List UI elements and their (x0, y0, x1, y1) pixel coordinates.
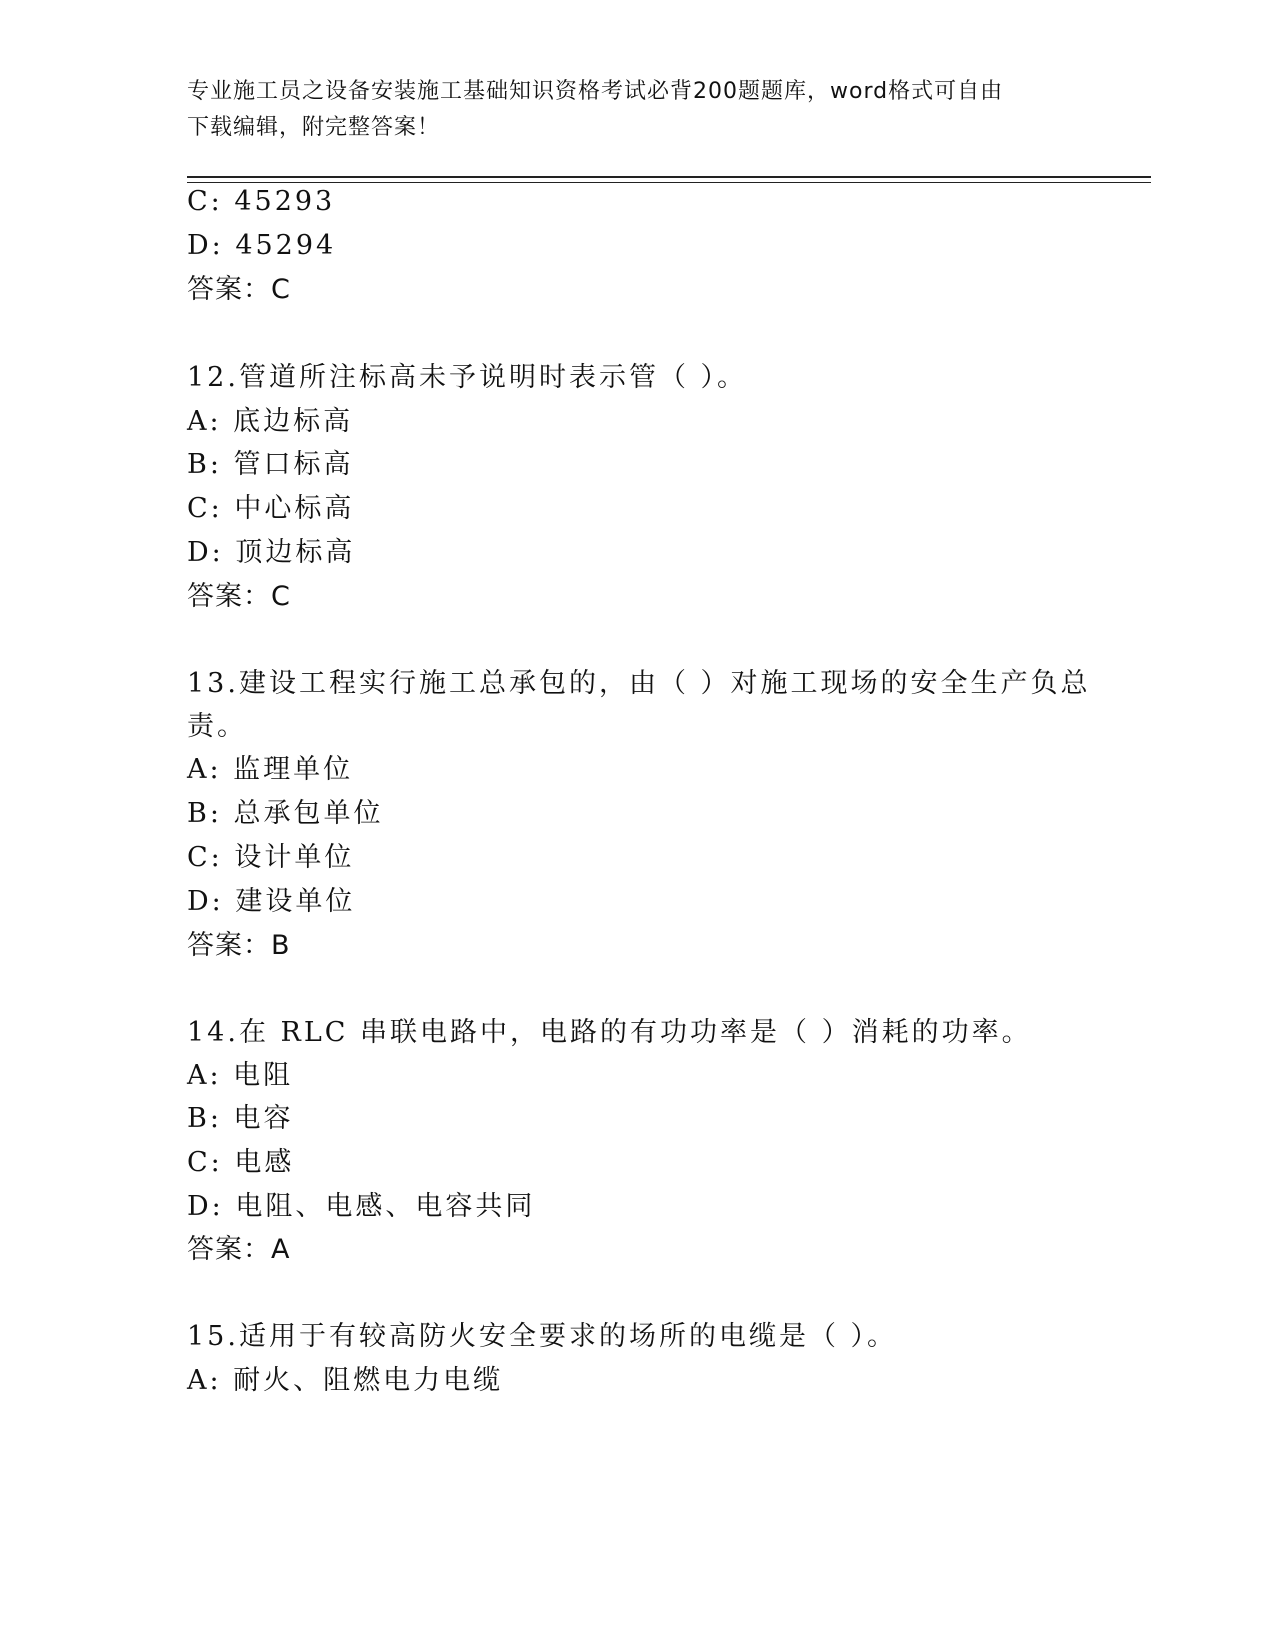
header-divider-thick (187, 176, 1151, 178)
header-divider-thin (187, 182, 1151, 183)
q13-option-d: D: 建设单位 (187, 886, 356, 917)
q12-option-d: D: 顶边标高 (187, 537, 356, 568)
q12-option-b: B: 管口标高 (187, 449, 354, 480)
q12-option-a: A: 底边标高 (187, 406, 354, 437)
q12-answer: 答案：C (187, 581, 291, 612)
q11-option-c: C: 45293 (187, 186, 336, 217)
q14-option-a: A: 电阻 (187, 1060, 294, 1091)
q12-stem: 12.管道所注标高未予说明时表示管（ ）。 (187, 362, 748, 393)
q14-stem: 14.在 RLC 串联电路中，电路的有功功率是（ ）消耗的功率。 (187, 1017, 1032, 1048)
q15-option-a: A: 耐火、阻燃电力电缆 (187, 1365, 504, 1396)
q13-option-c: C: 设计单位 (187, 842, 355, 873)
q11-answer: 答案：C (187, 274, 291, 305)
q13-option-b: B: 总承包单位 (187, 798, 384, 829)
q11-option-d: D: 45294 (187, 230, 337, 261)
q13-stem-line-1: 13.建设工程实行施工总承包的，由（ ）对施工现场的安全生产负总 (187, 668, 1091, 699)
header-line-1: 专业施工员之设备安装施工基础知识资格考试必背200题题库，word格式可自由 (187, 79, 1004, 104)
q14-option-c: C: 电感 (187, 1147, 295, 1178)
q12-option-c: C: 中心标高 (187, 493, 355, 524)
document-header (187, 74, 1067, 146)
q13-stem-line-2: 责。 (187, 711, 247, 742)
q14-option-d: D: 电阻、电感、电容共同 (187, 1191, 536, 1222)
q15-stem: 15.适用于有较高防火安全要求的场所的电缆是（ ）。 (187, 1321, 898, 1352)
q14-answer: 答案：A (187, 1234, 291, 1265)
q13-answer: 答案：B (187, 930, 291, 961)
q14-option-b: B: 电容 (187, 1103, 294, 1134)
header-line-2: 下载编辑，附完整答案！ (187, 115, 441, 140)
q13-option-a: A: 监理单位 (187, 754, 354, 785)
